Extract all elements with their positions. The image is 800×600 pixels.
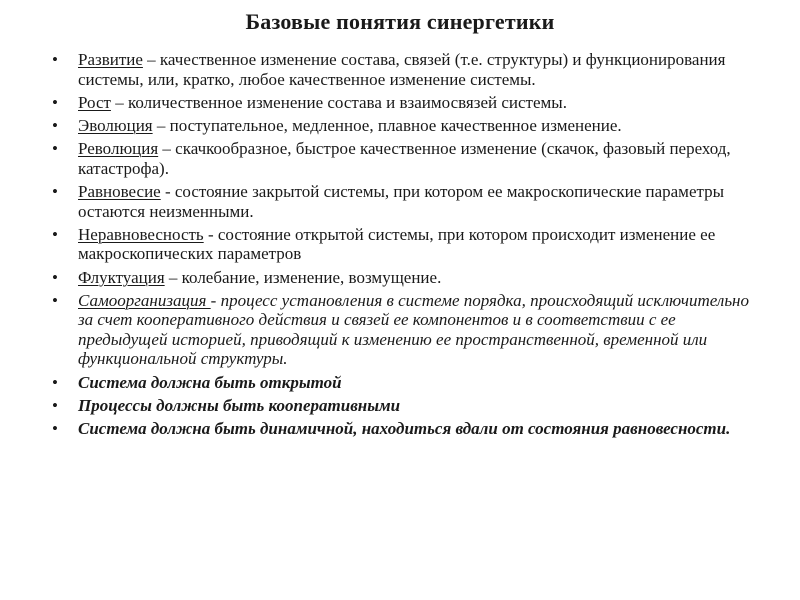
list-item (52, 225, 752, 264)
list-item (52, 182, 752, 221)
list-item (52, 291, 752, 369)
bullet-icon: • (52, 92, 58, 112)
bullet-icon: • (52, 181, 58, 201)
bullet-icon: • (52, 50, 58, 69)
list-item (52, 50, 752, 89)
definition-text: - процесс установления в системе порядка, происходящий исключительно за счет кооперативного действия и связей ее компонентов и в соответствии с ее предыдущей историей, приводящий к изменению ее пространственной, временной или функциональной структуры. (78, 290, 749, 369)
term-self-organization: Самоорганизация (78, 290, 211, 310)
condition-text: Процессы должны быть кооперативными (78, 395, 401, 415)
bullet-icon: • (52, 267, 58, 287)
definition-text: – колебание, изменение, возмущение. (164, 267, 442, 287)
term-revolution: Революция (78, 139, 159, 159)
list-item (52, 419, 752, 439)
bullet-icon: • (52, 395, 58, 415)
bullet-icon: • (52, 224, 58, 244)
slide-title: Базовые понятия синергетики (245, 9, 555, 34)
list-item (52, 139, 752, 178)
definitions-list (52, 50, 752, 442)
definition-text: - состояние открытой системы, при котором происходит изменение ее макроскопических параметров (78, 224, 716, 264)
list-item (52, 396, 752, 416)
bullet-icon: • (52, 139, 58, 159)
definition-text: – количественное изменение состава и взаимосвязей системы. (110, 92, 567, 112)
bullet-icon: • (52, 115, 58, 135)
term-evolution: Эволюция (78, 115, 153, 135)
definition-text: - состояние закрытой системы, при котором ее макроскопические параметры остаются неизменными. (78, 181, 725, 221)
term-development: Развитие (78, 50, 143, 69)
term-nonequilibrium: Неравновесность (78, 224, 204, 244)
definition-text: – качественное изменение состава, связей (т.е. структуры) и функционирования системы, или, кратко, любое качественное изменение системы. (78, 50, 726, 89)
term-growth: Рост (78, 92, 111, 112)
condition-text: Система должна быть открытой (78, 372, 342, 392)
list-item (52, 116, 752, 136)
bullet-icon: • (52, 419, 58, 439)
bullet-icon: • (52, 290, 58, 310)
term-equilibrium: Равновесие (78, 181, 161, 201)
condition-text: Система должна быть динамичной, находиться вдали от состояния равновесности. (78, 419, 731, 439)
definition-text: – поступательное, медленное, плавное качественное изменение. (152, 115, 622, 135)
term-fluctuation: Флуктуация (78, 267, 165, 287)
definition-text: – скачкообразное, быстрое качественное изменение (скачок, фазовый переход, катастрофа). (78, 139, 731, 178)
bullet-icon: • (52, 372, 58, 392)
list-item (52, 268, 752, 288)
list-item (52, 93, 752, 113)
list-item (52, 373, 752, 393)
